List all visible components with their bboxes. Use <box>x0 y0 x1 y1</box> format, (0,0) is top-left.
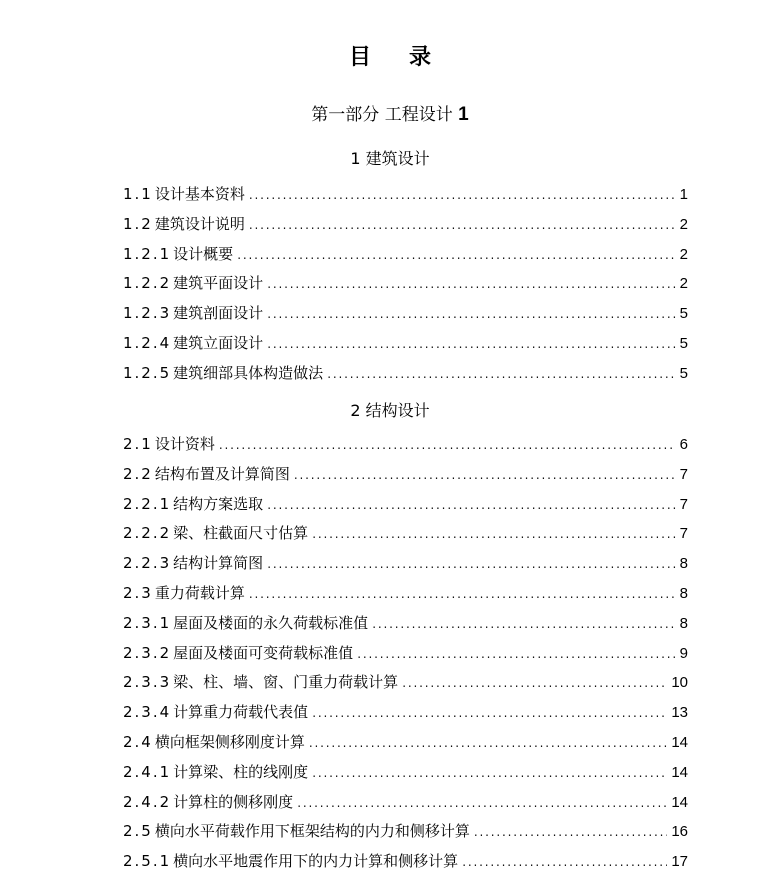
toc-entry-page: 8 <box>679 585 688 602</box>
toc-entry[interactable] <box>123 552 688 574</box>
toc-entry[interactable] <box>123 183 688 205</box>
toc-entry-number: 2.3.4 <box>123 703 172 722</box>
toc-entry-leader <box>294 464 676 486</box>
toc-entry-leader <box>249 184 676 206</box>
toc-entry[interactable] <box>123 213 688 235</box>
toc-entry-number: 1.2.5 <box>123 363 172 382</box>
toc-entry-page: 14 <box>671 793 688 811</box>
toc-entry-number: 2.2 <box>123 464 153 483</box>
toc-entry-number: 1.1 <box>123 185 153 203</box>
toc-entry-leader <box>312 702 667 724</box>
toc-entry-number: 2.2.2 <box>123 524 172 543</box>
toc-entry-text: 建筑平面设计 <box>173 274 264 293</box>
toc-entry-page: 2 <box>679 275 688 293</box>
part-heading <box>0 100 780 126</box>
toc-entry-text: 横向框架侧移刚度计算 <box>154 733 305 751</box>
toc-entry-leader <box>249 214 676 236</box>
toc-entry-page: 5 <box>679 364 688 382</box>
toc-entry[interactable] <box>123 362 688 384</box>
toc-entry[interactable] <box>123 820 688 842</box>
toc-entry-text: 建筑立面设计 <box>173 334 264 352</box>
toc-entry[interactable] <box>123 493 688 515</box>
section-heading: 2 结构设计 <box>350 401 430 420</box>
toc-entry[interactable] <box>123 332 688 354</box>
toc-entry-page: 2 <box>679 245 688 263</box>
section-heading: 1 建筑设计 <box>350 149 430 168</box>
toc-entry-leader <box>312 762 667 784</box>
toc-entry-page: 13 <box>671 704 688 722</box>
toc-entry-text: 建筑细部具体构造做法 <box>173 363 324 382</box>
toc-entry[interactable] <box>123 791 688 813</box>
part-heading-number: 1 <box>458 104 469 125</box>
toc-title <box>0 40 780 71</box>
toc-entry-leader <box>267 273 675 295</box>
toc-entry-text: 计算重力荷载代表值 <box>173 703 309 722</box>
toc-entry[interactable] <box>123 850 688 872</box>
toc-entry-leader <box>249 583 676 605</box>
toc-entry-text: 屋面及楼面可变荷载标准值 <box>173 643 354 662</box>
toc-entry-text: 设计资料 <box>154 435 215 453</box>
toc-entry-leader <box>312 523 675 545</box>
toc-entry-number: 2.4.2 <box>123 792 172 811</box>
toc-entry-text: 结构计算简图 <box>173 554 264 573</box>
toc-entry-number: 2.3.1 <box>123 613 172 632</box>
toc-entry-leader <box>462 851 667 873</box>
toc-entry[interactable] <box>123 701 688 723</box>
toc-entry-text: 结构布置及计算简图 <box>154 464 290 483</box>
toc-entry[interactable] <box>123 433 688 455</box>
toc-entry[interactable] <box>123 463 688 485</box>
toc-entry-number: 1.2.2 <box>123 274 172 293</box>
toc-entry-text: 设计基本资料 <box>154 185 245 203</box>
toc-entry-page: 6 <box>679 436 688 453</box>
toc-entry-number: 2.5.1 <box>123 852 172 871</box>
toc-entry-text: 计算柱的侧移刚度 <box>173 792 294 811</box>
toc-entry-leader <box>267 333 675 355</box>
toc-entry-leader <box>297 792 667 814</box>
toc-entry-text: 结构方案选取 <box>173 494 264 513</box>
toc-entry-text: 建筑设计说明 <box>154 214 245 233</box>
toc-entry-text: 梁、柱、墙、窗、门重力荷载计算 <box>173 673 399 692</box>
toc-entry-leader <box>267 553 675 575</box>
toc-entry-number: 1.2.3 <box>123 304 172 323</box>
toc-entry-leader <box>267 494 675 516</box>
toc-entry[interactable] <box>123 582 688 604</box>
toc-entry-number: 2.2.1 <box>123 494 172 513</box>
toc-entry-text: 梁、柱截面尺寸估算 <box>173 524 309 543</box>
toc-entry-page: 17 <box>671 853 688 871</box>
toc-entry-number: 2.2.3 <box>123 554 172 573</box>
toc-entry-page: 10 <box>671 674 688 692</box>
toc-title-second: 录 <box>409 45 432 70</box>
toc-entry[interactable] <box>123 642 688 664</box>
toc-entry-number: 2.4 <box>123 733 153 751</box>
toc-entry-number: 2.5 <box>123 822 153 841</box>
toc-entry-text: 设计概要 <box>173 244 234 263</box>
toc-entry-page: 8 <box>679 614 688 632</box>
toc-entry-number: 2.4.1 <box>123 762 172 781</box>
toc-entry-leader <box>402 672 667 694</box>
toc-entry-leader <box>372 613 675 635</box>
toc-entry[interactable] <box>123 671 688 693</box>
toc-entry-page: 7 <box>679 525 688 543</box>
toc-entry-leader <box>327 363 675 385</box>
toc-entry-leader <box>309 732 667 754</box>
toc-entry-number: 1.2.1 <box>123 244 172 263</box>
toc-entry-number: 2.3 <box>123 584 153 602</box>
toc-entry[interactable] <box>123 731 688 753</box>
toc-entry-leader <box>237 244 675 266</box>
toc-entry[interactable] <box>123 243 688 265</box>
toc-entry-page: 7 <box>679 465 688 483</box>
toc-entry[interactable] <box>123 272 688 294</box>
toc-entry-page: 14 <box>671 734 688 751</box>
toc-entry-text: 计算梁、柱的线刚度 <box>173 762 309 781</box>
toc-entry-leader <box>474 821 667 843</box>
toc-entry-number: 2.3.3 <box>123 673 172 692</box>
toc-entry-page: 16 <box>671 823 688 841</box>
toc-entry-page: 7 <box>679 495 688 513</box>
toc-entry[interactable] <box>123 302 688 324</box>
toc-entry-page: 8 <box>679 555 688 573</box>
toc-title-first: 目 <box>348 45 371 70</box>
toc-entry-number: 2.1 <box>123 435 153 453</box>
toc-entry-text: 屋面及楼面的永久荷载标准值 <box>173 613 369 632</box>
toc-entry-leader <box>219 434 676 456</box>
toc-entry-page: 1 <box>679 186 688 203</box>
toc-entry-page: 5 <box>679 335 688 352</box>
toc-entry-page: 2 <box>679 215 688 233</box>
toc-entry-page: 14 <box>671 763 688 781</box>
toc-entry[interactable] <box>123 761 688 783</box>
toc-entry-number: 2.3.2 <box>123 643 172 662</box>
toc-entry[interactable] <box>123 612 688 634</box>
toc-entry-number: 1.2 <box>123 214 153 233</box>
toc-entry-leader <box>357 643 675 665</box>
part-heading-label: 第一部分 工程设计 <box>311 105 453 125</box>
toc-entry-leader <box>267 303 675 325</box>
toc-entry-page: 5 <box>679 305 688 323</box>
toc-entry-number: 1.2.4 <box>123 334 172 352</box>
toc-entry[interactable] <box>123 522 688 544</box>
toc-entry-text: 横向水平地震作用下的内力计算和侧移计算 <box>173 852 459 871</box>
toc-entry-text: 重力荷载计算 <box>154 584 245 602</box>
toc-entry-text: 建筑剖面设计 <box>173 304 264 323</box>
toc-entry-text: 横向水平荷载作用下框架结构的内力和侧移计算 <box>154 822 470 841</box>
toc-entry-page: 9 <box>679 644 688 662</box>
